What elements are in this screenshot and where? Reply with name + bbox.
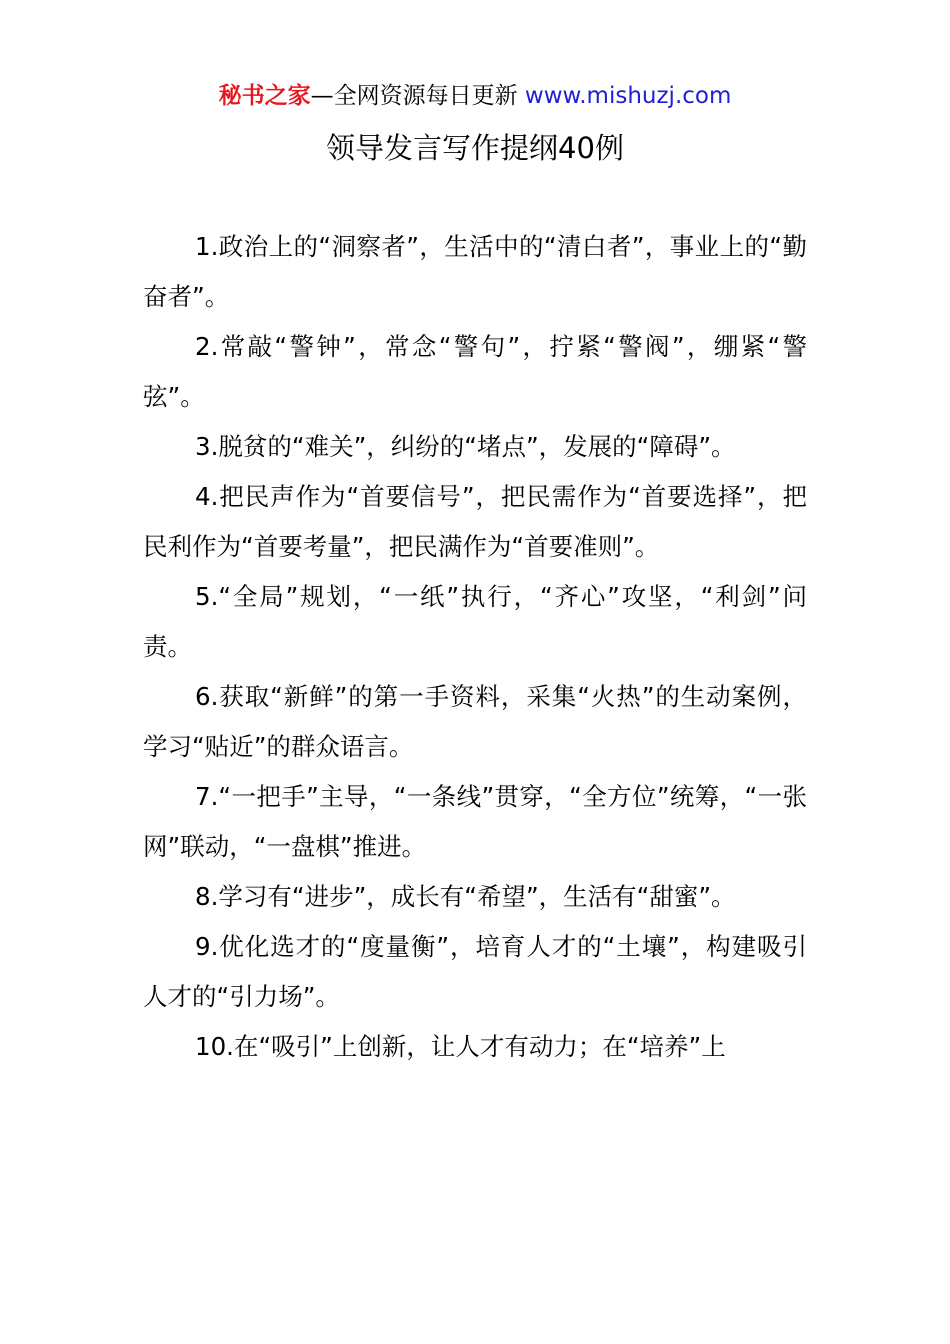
- paragraph: 8.学习有“进步”，成长有“希望”，生活有“甜蜜”。: [195, 882, 736, 911]
- site-url[interactable]: www.mishuzj.com: [524, 83, 732, 109]
- brand-name: 秘书之家: [218, 83, 311, 109]
- document-title: 领导发言写作提纲40例: [326, 131, 624, 165]
- paragraph: 10.在“吸引”上创新，让人才有动力；在“培养”上: [195, 1032, 726, 1061]
- document-body: [143, 222, 807, 1072]
- site-header: [0, 80, 950, 112]
- paragraph: 3.脱贫的“难关”，纠纷的“堵点”，发展的“障碍”。: [195, 432, 736, 461]
- paragraph: 1.政治上的“洞察者”，生活中的“清白者”，事业上的“勤奋者”。: [143, 232, 807, 311]
- paragraph: 2.常敲“警钟”，常念“警句”，拧紧“警阀”，绷紧“警弦”。: [143, 332, 807, 411]
- paragraph: 7.“一把手”主导，“一条线”贯穿，“全方位”统筹，“一张网”联动，“一盘棋”推进。: [143, 782, 807, 861]
- paragraph: 9.优化选才的“度量衡”，培育人才的“土壤”，构建吸引人才的“引力场”。: [143, 932, 807, 1011]
- paragraph: 4.把民声作为“首要信号”，把民需作为“首要选择”，把民利作为“首要考量”，把民满作为“首要准则”。: [143, 482, 807, 561]
- paragraph: 6.获取“新鲜”的第一手资料，采集“火热”的生动案例，学习“贴近”的群众语言。: [143, 682, 807, 761]
- paragraph: 5.“全局”规划，“一纸”执行，“齐心”攻坚，“利剑”问责。: [143, 582, 807, 661]
- header-tagline: —全网资源每日更新: [310, 83, 518, 109]
